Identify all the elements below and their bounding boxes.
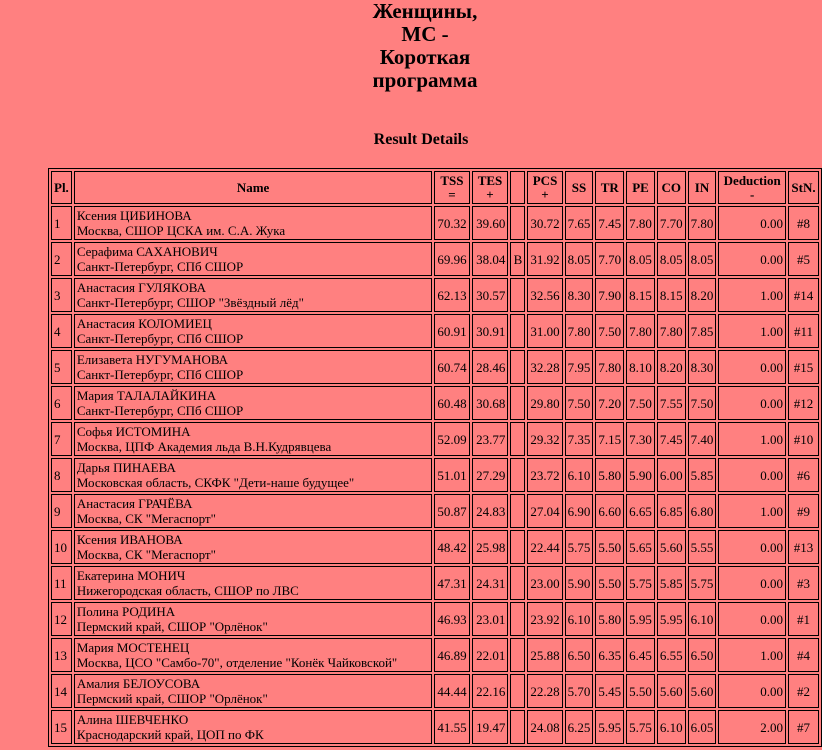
cell-stn: #9 (788, 494, 819, 528)
cell-pcs: 32.28 (527, 350, 562, 384)
cell-ss: 7.95 (565, 350, 594, 384)
cell-tes: 22.01 (472, 638, 509, 672)
cell-pe: 6.45 (626, 638, 655, 672)
title-line-4: программа (372, 68, 478, 92)
cell-pe: 5.95 (626, 602, 655, 636)
cell-in: 8.05 (688, 242, 717, 276)
cell-tr: 6.60 (595, 494, 624, 528)
cell-ss: 8.30 (565, 278, 594, 312)
cell-pcs: 29.80 (527, 386, 562, 420)
skater-club: Москва, СК "Мегаспорт" (76, 547, 216, 562)
skater-name: Полина РОДИНА (76, 604, 176, 619)
table-row (51, 494, 819, 528)
cell-tes: 27.29 (472, 458, 509, 492)
cell-tes: 19.47 (472, 710, 509, 744)
cell-ss: 6.25 (565, 710, 594, 744)
cell-ss: 7.35 (565, 422, 594, 456)
cell-co: 6.85 (657, 494, 686, 528)
cell-tr: 5.45 (595, 674, 624, 708)
cell-co: 7.70 (657, 206, 686, 240)
cell-name (74, 242, 433, 276)
cell-pcs: 31.92 (527, 242, 562, 276)
cell-pcs: 22.44 (527, 530, 562, 564)
cell-name (74, 386, 433, 420)
cell-pe: 5.90 (626, 458, 655, 492)
cell-tes: 25.98 (472, 530, 509, 564)
skater-name: Елизавета НУГУМАНОВА (76, 352, 229, 367)
skater-club: Москва, СШОР ЦСКА им. С.А. Жука (76, 223, 286, 238)
cell-pe: 8.10 (626, 350, 655, 384)
cell-name (74, 278, 433, 312)
cell-co: 6.00 (657, 458, 686, 492)
cell-bonus (510, 458, 525, 492)
cell-bonus (510, 350, 525, 384)
cell-pe: 7.30 (626, 422, 655, 456)
cell-tss: 46.93 (434, 602, 469, 636)
cell-tr: 5.80 (595, 602, 624, 636)
cell-tr: 7.15 (595, 422, 624, 456)
cell-name (74, 566, 433, 600)
table-row (51, 674, 819, 708)
cell-tss: 60.91 (434, 314, 469, 348)
cell-co: 5.60 (657, 530, 686, 564)
cell-pe: 7.80 (626, 314, 655, 348)
cell-in: 5.85 (688, 458, 717, 492)
table-row (51, 530, 819, 564)
cell-pe: 7.50 (626, 386, 655, 420)
skater-club: Санкт-Петербург, СПб СШОР (76, 259, 244, 274)
cell-tss: 50.87 (434, 494, 469, 528)
cell-name (74, 530, 433, 564)
skater-name: Софья ИСТОМИНА (76, 424, 191, 439)
cell-tr: 7.20 (595, 386, 624, 420)
cell-stn: #4 (788, 638, 819, 672)
skater-club: Москва, СК "Мегаспорт" (76, 511, 216, 526)
cell-tes: 30.68 (472, 386, 509, 420)
header-in: IN (688, 171, 717, 204)
cell-stn: #7 (788, 710, 819, 744)
cell-pcs: 23.72 (527, 458, 562, 492)
cell-stn: #14 (788, 278, 819, 312)
cell-co: 5.60 (657, 674, 686, 708)
cell-pcs: 27.04 (527, 494, 562, 528)
cell-pe: 8.05 (626, 242, 655, 276)
cell-pcs: 24.08 (527, 710, 562, 744)
skater-name: Мария МОСТЕНЕЦ (76, 640, 190, 655)
cell-place: 10 (51, 530, 72, 564)
cell-place: 6 (51, 386, 72, 420)
cell-in: 8.30 (688, 350, 717, 384)
cell-deduction: 0.00 (718, 206, 786, 240)
cell-co: 8.05 (657, 242, 686, 276)
cell-deduction: 1.00 (718, 278, 786, 312)
skater-club: Москва, ЦСО "Самбо-70", отделение "Конёк Чайковской" (76, 655, 398, 670)
cell-tr: 6.35 (595, 638, 624, 672)
cell-pcs: 23.00 (527, 566, 562, 600)
cell-pe: 5.75 (626, 710, 655, 744)
cell-ss: 6.10 (565, 602, 594, 636)
cell-tss: 48.42 (434, 530, 469, 564)
cell-tss: 69.96 (434, 242, 469, 276)
skater-name: Анастасия ГУЛЯКОВА (76, 280, 206, 295)
cell-ss: 6.50 (565, 638, 594, 672)
table-row (51, 242, 819, 276)
cell-co: 5.85 (657, 566, 686, 600)
header-tss: TSS = (434, 171, 469, 204)
cell-tss: 41.55 (434, 710, 469, 744)
cell-name (74, 494, 433, 528)
header-pl: Pl. (51, 171, 72, 204)
table-row (51, 386, 819, 420)
cell-deduction: 2.00 (718, 710, 786, 744)
skater-club: Пермский край, СШОР "Орлёнок" (76, 619, 268, 634)
skater-club: Санкт-Петербург, СПб СШОР (76, 331, 244, 346)
table-row (51, 278, 819, 312)
cell-pe: 5.75 (626, 566, 655, 600)
table-row (51, 458, 819, 492)
cell-deduction: 0.00 (718, 458, 786, 492)
cell-tes: 23.77 (472, 422, 509, 456)
skater-club: Санкт-Петербург, СПб СШОР (76, 367, 244, 382)
title-line-2: МС - (401, 22, 449, 46)
cell-deduction: 0.00 (718, 386, 786, 420)
cell-deduction: 1.00 (718, 638, 786, 672)
cell-in: 6.10 (688, 602, 717, 636)
table-row (51, 314, 819, 348)
cell-stn: #13 (788, 530, 819, 564)
header-name: Name (74, 171, 433, 204)
cell-pe: 5.50 (626, 674, 655, 708)
cell-ss: 5.90 (565, 566, 594, 600)
cell-place: 11 (51, 566, 72, 600)
table-row (51, 422, 819, 456)
cell-bonus (510, 386, 525, 420)
cell-place: 5 (51, 350, 72, 384)
table-row (51, 710, 819, 744)
cell-tr: 5.95 (595, 710, 624, 744)
cell-ss: 6.10 (565, 458, 594, 492)
page-title (350, 0, 500, 92)
cell-deduction: 0.00 (718, 530, 786, 564)
cell-name (74, 638, 433, 672)
header-co: CO (657, 171, 686, 204)
cell-tr: 7.45 (595, 206, 624, 240)
skater-club: Краснодарский край, ЦОП по ФК (76, 727, 264, 742)
results-table (48, 168, 822, 747)
cell-tes: 22.16 (472, 674, 509, 708)
cell-pe: 5.65 (626, 530, 655, 564)
cell-ss: 6.90 (565, 494, 594, 528)
cell-deduction: 0.00 (718, 674, 786, 708)
cell-tr: 5.80 (595, 458, 624, 492)
cell-in: 7.80 (688, 206, 717, 240)
skater-club: Московская область, СКФК "Дети-наше будущее" (76, 475, 355, 490)
header-tes: TES + (472, 171, 509, 204)
cell-co: 8.20 (657, 350, 686, 384)
cell-tss: 51.01 (434, 458, 469, 492)
cell-stn: #11 (788, 314, 819, 348)
cell-tr: 5.50 (595, 566, 624, 600)
cell-pcs: 31.00 (527, 314, 562, 348)
cell-ss: 7.80 (565, 314, 594, 348)
header-pcs: PCS + (527, 171, 562, 204)
cell-bonus (510, 638, 525, 672)
cell-bonus (510, 278, 525, 312)
table-row (51, 638, 819, 672)
cell-in: 8.20 (688, 278, 717, 312)
header-deduction: Deduction - (718, 171, 786, 204)
cell-stn: #15 (788, 350, 819, 384)
cell-place: 13 (51, 638, 72, 672)
title-line-1: Женщины, (372, 0, 478, 23)
cell-place: 15 (51, 710, 72, 744)
cell-pe: 7.80 (626, 206, 655, 240)
skater-name: Амалия БЕЛОУСОВА (76, 676, 201, 691)
cell-deduction: 1.00 (718, 494, 786, 528)
cell-bonus (510, 314, 525, 348)
cell-bonus (510, 566, 525, 600)
cell-in: 7.85 (688, 314, 717, 348)
table-row (51, 602, 819, 636)
title-line-3: Короткая (379, 45, 471, 69)
cell-deduction: 0.00 (718, 566, 786, 600)
cell-tes: 23.01 (472, 602, 509, 636)
cell-bonus (510, 602, 525, 636)
cell-in: 6.80 (688, 494, 717, 528)
cell-name (74, 350, 433, 384)
cell-tss: 52.09 (434, 422, 469, 456)
cell-co: 7.80 (657, 314, 686, 348)
cell-tr: 5.50 (595, 530, 624, 564)
cell-place: 8 (51, 458, 72, 492)
cell-stn: #8 (788, 206, 819, 240)
cell-co: 5.95 (657, 602, 686, 636)
cell-pcs: 23.92 (527, 602, 562, 636)
cell-name (74, 314, 433, 348)
cell-pcs: 22.28 (527, 674, 562, 708)
cell-tes: 30.57 (472, 278, 509, 312)
cell-tss: 47.31 (434, 566, 469, 600)
header-tr: TR (595, 171, 624, 204)
table-row (51, 566, 819, 600)
table-row (51, 350, 819, 384)
skater-club: Нижегородская область, СШОР по ЛВС (76, 583, 299, 598)
cell-tes: 28.46 (472, 350, 509, 384)
cell-tr: 7.70 (595, 242, 624, 276)
cell-place: 12 (51, 602, 72, 636)
cell-tes: 24.83 (472, 494, 509, 528)
cell-ss: 5.75 (565, 530, 594, 564)
cell-in: 7.40 (688, 422, 717, 456)
cell-in: 5.75 (688, 566, 717, 600)
cell-tss: 70.32 (434, 206, 469, 240)
cell-tr: 7.90 (595, 278, 624, 312)
skater-name: Анастасия КОЛОМИЕЦ (76, 316, 212, 331)
cell-pcs: 29.32 (527, 422, 562, 456)
header-ss: SS (565, 171, 594, 204)
skater-club: Санкт-Петербург, СШОР "Звёздный лёд" (76, 295, 304, 310)
cell-tss: 60.48 (434, 386, 469, 420)
cell-co: 7.55 (657, 386, 686, 420)
cell-place: 4 (51, 314, 72, 348)
cell-tes: 38.04 (472, 242, 509, 276)
cell-deduction: 0.00 (718, 350, 786, 384)
cell-place: 7 (51, 422, 72, 456)
cell-tes: 39.60 (472, 206, 509, 240)
cell-name (74, 710, 433, 744)
cell-ss: 7.65 (565, 206, 594, 240)
skater-name: Анастасия ГРАЧЁВА (76, 496, 193, 511)
cell-tr: 7.80 (595, 350, 624, 384)
skater-name: Екатерина МОНИЧ (76, 568, 186, 583)
cell-in: 5.60 (688, 674, 717, 708)
skater-name: Алина ШЕВЧЕНКО (76, 712, 189, 727)
header-pe: PE (626, 171, 655, 204)
cell-place: 2 (51, 242, 72, 276)
cell-place: 9 (51, 494, 72, 528)
cell-tss: 62.13 (434, 278, 469, 312)
cell-deduction: 1.00 (718, 314, 786, 348)
cell-bonus (510, 530, 525, 564)
cell-in: 6.50 (688, 638, 717, 672)
cell-deduction: 0.00 (718, 242, 786, 276)
cell-bonus: B (510, 242, 525, 276)
cell-tes: 24.31 (472, 566, 509, 600)
cell-bonus (510, 206, 525, 240)
cell-tss: 44.44 (434, 674, 469, 708)
cell-co: 8.15 (657, 278, 686, 312)
cell-pe: 8.15 (626, 278, 655, 312)
skater-name: Ксения ЦИБИНОВА (76, 208, 192, 223)
cell-place: 14 (51, 674, 72, 708)
cell-stn: #3 (788, 566, 819, 600)
cell-pe: 6.65 (626, 494, 655, 528)
skater-club: Пермский край, СШОР "Орлёнок" (76, 691, 268, 706)
cell-in: 5.55 (688, 530, 717, 564)
cell-name (74, 422, 433, 456)
section-heading: Result Details (373, 131, 469, 148)
cell-tss: 46.89 (434, 638, 469, 672)
cell-co: 6.10 (657, 710, 686, 744)
cell-name (74, 206, 433, 240)
cell-pcs: 30.72 (527, 206, 562, 240)
cell-co: 7.45 (657, 422, 686, 456)
table-row (51, 206, 819, 240)
header-row (51, 171, 819, 204)
skater-club: Санкт-Петербург, СПб СШОР (76, 403, 244, 418)
cell-stn: #1 (788, 602, 819, 636)
cell-place: 1 (51, 206, 72, 240)
skater-name: Мария ТАЛАЛАЙКИНА (76, 388, 217, 403)
skater-name: Ксения ИВАНОВА (76, 532, 183, 547)
cell-bonus (510, 494, 525, 528)
cell-stn: #2 (788, 674, 819, 708)
skater-club: Москва, ЦПФ Академия льда В.Н.Кудрявцева (76, 439, 332, 454)
cell-pcs: 25.88 (527, 638, 562, 672)
cell-pcs: 32.56 (527, 278, 562, 312)
skater-name: Дарья ПИНАЕВА (76, 460, 176, 475)
skater-name: Серафима САХАНОВИЧ (76, 244, 218, 259)
cell-stn: #6 (788, 458, 819, 492)
cell-stn: #10 (788, 422, 819, 456)
header-bonus (510, 171, 525, 204)
cell-stn: #5 (788, 242, 819, 276)
cell-name (74, 602, 433, 636)
cell-place: 3 (51, 278, 72, 312)
cell-ss: 5.70 (565, 674, 594, 708)
cell-in: 6.05 (688, 710, 717, 744)
cell-tss: 60.74 (434, 350, 469, 384)
cell-in: 7.50 (688, 386, 717, 420)
cell-co: 6.55 (657, 638, 686, 672)
header-stn: StN. (788, 171, 819, 204)
cell-deduction: 1.00 (718, 422, 786, 456)
cell-name (74, 674, 433, 708)
cell-ss: 7.50 (565, 386, 594, 420)
cell-ss: 8.05 (565, 242, 594, 276)
cell-bonus (510, 710, 525, 744)
cell-stn: #12 (788, 386, 819, 420)
cell-deduction: 0.00 (718, 602, 786, 636)
cell-name (74, 458, 433, 492)
cell-bonus (510, 422, 525, 456)
cell-tes: 30.91 (472, 314, 509, 348)
cell-tr: 7.50 (595, 314, 624, 348)
cell-bonus (510, 674, 525, 708)
